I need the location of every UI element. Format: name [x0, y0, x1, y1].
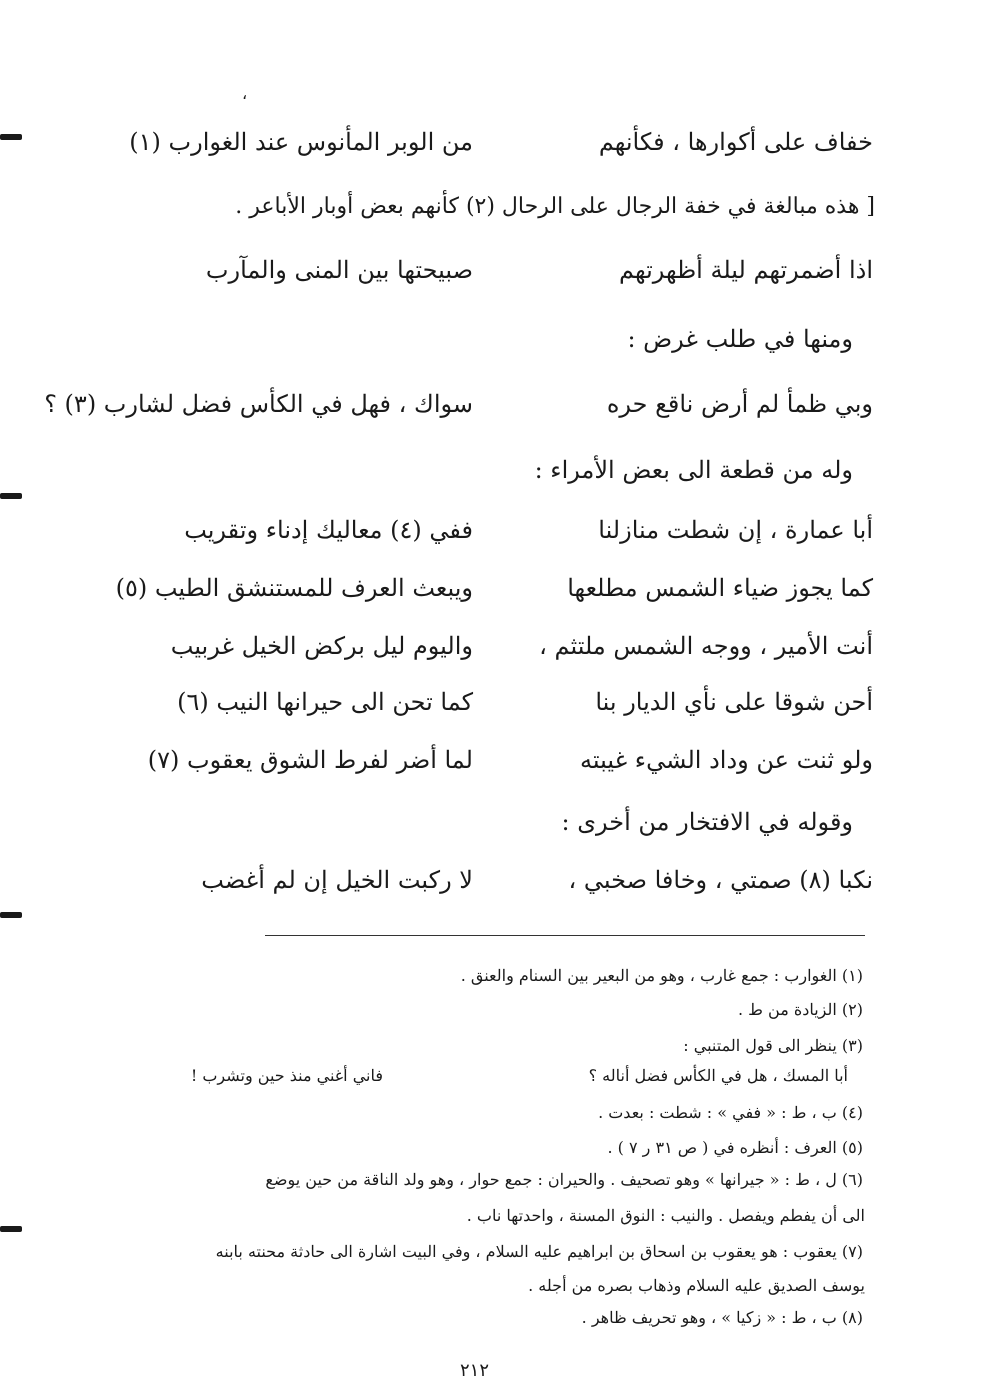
verse-hemistich-left: لما أضر لفرط الشوق يعقوب (٧) [147, 746, 473, 774]
footnote: (٤) ب ، ط : « ففي » : شطت : بعدت . [598, 1103, 863, 1122]
verse-line [0, 390, 1003, 426]
verse-hemistich-right: وبي ظمأ لم أرض ناقع حره [606, 390, 873, 418]
verse-hemistich-right: كما يجوز ضياء الشمس مطلعها [567, 574, 873, 602]
verse-hemistich-right: أحن شوقا على نأي الديار بنا [595, 688, 873, 716]
verse-hemistich-left: سواك ، فهل في الكأس فضل لشارب (٣) ؟ [44, 390, 473, 418]
footnote-continuation: الى أن يفطم ويفصل . والنيب : النوق المسنة ، واحدتها ناب . [466, 1206, 865, 1225]
footnote: (٥) العرف : أنظره في ( ص ٣١ ر ٧ ) . [607, 1138, 863, 1157]
ink-dot: ، [242, 84, 248, 103]
footnote-verse-left: فاني أغني منذ حين وتشرب ! [190, 1066, 383, 1085]
verse-line [0, 688, 1003, 724]
verse-hemistich-left: كما تحن الى حيرانها النيب (٦) [177, 688, 473, 716]
margin-mark [0, 912, 22, 918]
verse-hemistich-left: لا ركبت الخيل إن لم أغضب [201, 866, 473, 894]
footnote: (٢) الزيادة من ط . [737, 1000, 863, 1019]
verse-hemistich-right: ولو ثنت عن وداد الشيء غيبته [580, 746, 873, 774]
verse-hemistich-left: ويبعث العرف للمستنشق الطيب (٥) [115, 574, 473, 602]
footnote: (٧) يعقوب : هو يعقوب بن اسحاق بن ابراهيم عليه السلام ، وفي البيت اشارة الى حادثة محنته بابنه [215, 1242, 863, 1261]
verse-line [0, 746, 1003, 782]
verse-hemistich-left: من الوبر المأنوس عند الغوارب (١) [129, 128, 473, 156]
verse-hemistich-right: اذا أضمرتهم ليلة أظهرتهم [619, 256, 873, 284]
verse-hemistich-left: صبيحتها بين المنى والمآرب [205, 256, 473, 284]
margin-mark [0, 493, 22, 499]
footnote-continuation: يوسف الصديق عليه السلام وذهاب بصره من أجله . [528, 1276, 865, 1295]
section-heading: ومنها في طلب غرض : [627, 325, 853, 353]
margin-mark [0, 1226, 22, 1232]
verse-line [0, 256, 1003, 292]
verse-hemistich-left: واليوم ليل بركض الخيل غربيب [170, 632, 473, 660]
prose-line: [ هذه مبالغة في خفة الرجال على الرحال (٢) كأنهم بعض أوبار الأباعر . [235, 194, 875, 219]
footnote-separator [265, 935, 865, 936]
verse-hemistich-right: أبا عمارة ، إن شطت منازلنا [598, 516, 873, 544]
footnote: (١) الغوارب : جمع غارب ، وهو من البعير بين السنام والعنق . [460, 966, 863, 985]
footnote-verse-right: أبا المسك ، هل في الكأس فضل أناله ؟ [588, 1066, 848, 1085]
verse-line [0, 866, 1003, 902]
verse-line [0, 128, 1003, 164]
verse-hemistich-right: أنت الأمير ، ووجه الشمس ملتثم ، [539, 632, 873, 660]
verse-line [0, 516, 1003, 552]
footnote: (٦) ل ، ط : « جيرانها » وهو تصحيف . والحيران : جمع حوار ، وهو ولد الناقة من حين يوضع [265, 1170, 863, 1189]
section-heading: وله من قطعة الى بعض الأمراء : [534, 456, 853, 484]
verse-hemistich-right: نكبا (٨) صمتي ، وخافا صخبي ، [568, 866, 873, 894]
footnote: (٨) ب ، ط : « زكيا » ، وهو تحريف ظاهر . [581, 1308, 863, 1327]
verse-hemistich-left: ففي (٤) معاليك إدناء وتقريب [184, 516, 473, 544]
verse-line [0, 632, 1003, 668]
footnote: (٣) ينظر الى قول المتنبي : [683, 1036, 863, 1055]
page-number: ٢١٢ [460, 1360, 490, 1381]
verse-hemistich-right: خفاف على أكوارها ، فكأنهم [598, 128, 873, 156]
section-heading: وقوله في الافتخار من أخرى : [561, 808, 853, 836]
verse-line [0, 574, 1003, 610]
